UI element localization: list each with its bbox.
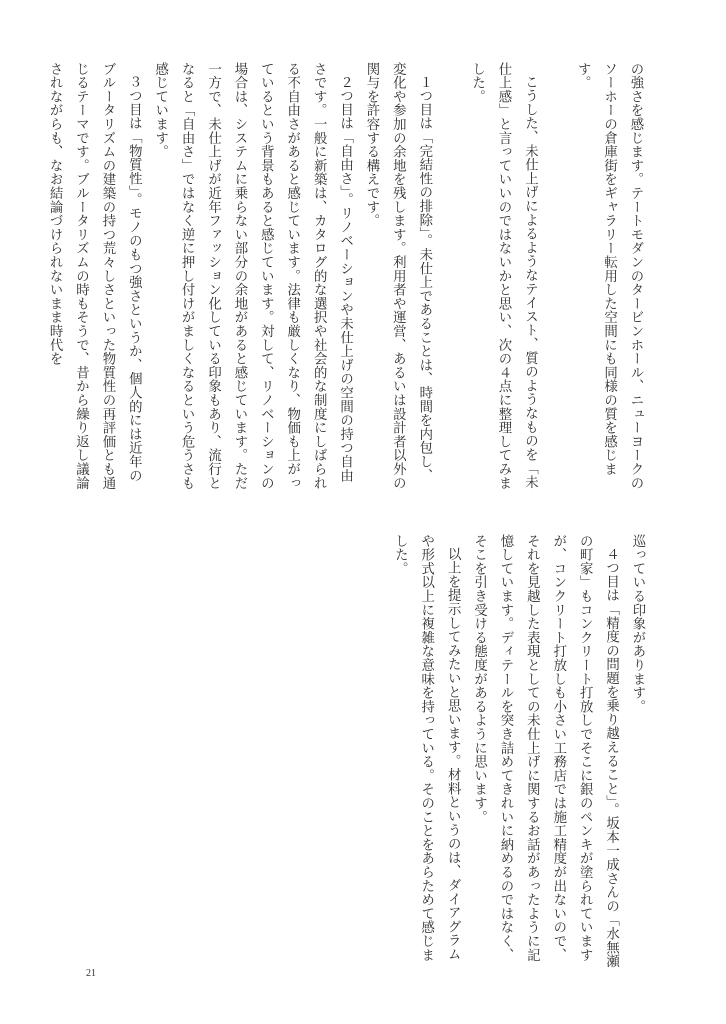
page-number: 21 [86, 968, 96, 979]
paragraph: の強さを感じます。テートモダンのタービンホール、ニューヨークのソーホーの倉庫街をギャラリー転用した空間にも同様の質を感じます。 [575, 62, 643, 490]
paragraph: こうした、未仕上げによるようなテイスト、質のようなものを「未仕上感」と言っていいのではないかと思い、次の４点に整理してみました。 [469, 62, 538, 490]
paragraph-spacer [437, 62, 463, 492]
paragraph: １つ目は「完結性の排除」。未仕上であることは、時間を内包し、変化や参加の余地を残します。利用者や運営、あるいは設計者以外の関与を許容する構えです。 [363, 62, 432, 490]
paragraph: ３つ目は「物質性」。モノのもつ強さというか、個人的には近年のブルータリズムの建築の持つ荒々しさといった物質性の再評価とも通じるテーマです。ブルータリズムの時もそうで、昔から繰り返し議論されながらも、なお結論づけられないまま時代を [47, 62, 142, 490]
paragraph: 巡っている印象があります。 [630, 534, 645, 714]
paragraph: ４つ目は「精度の問題を乗り越えること」。坂本一成さんの「水無瀬の町家」もコンクリート打放しでそこに銀のペンキが塗られていますが、コンクリート打放しも小さい工務店では施工精度が出ないので、それを見越した表現としての未仕上げに関するお話があったように記憶しています。ディテールを突き詰めてきれいに納めるのではなく、そこを引き受ける態度があるように思います。 [471, 534, 619, 969]
paragraph-spacer [542, 62, 568, 492]
upper-text-column [47, 62, 648, 492]
lower-text-column [370, 534, 650, 974]
paragraph: 以上を提示してみたいと思います。材料というのは、ダイアグラムや形式以上に複雑な意味を持っている。そのことをあらためて感じました。 [392, 534, 461, 962]
paragraph: ２つ目は「自由さ」。リノベーションや未仕上げの空間の持つ自由さです。一般に新築は、カタログ的な選択や社会的な制度にしばられる不自由さがあると感じています。法律も厳しくなり、物価も上がっているという背景もあると感じています。対して、リノベーションの場合は、システムに乗らない部分の余地があると感じています。ただ一方で、未仕上げが近年ファッション化している印象もあり、流行となると「自由さ」ではなく逆に押し付けがましくなるという危うさも感じています。 [152, 62, 353, 490]
